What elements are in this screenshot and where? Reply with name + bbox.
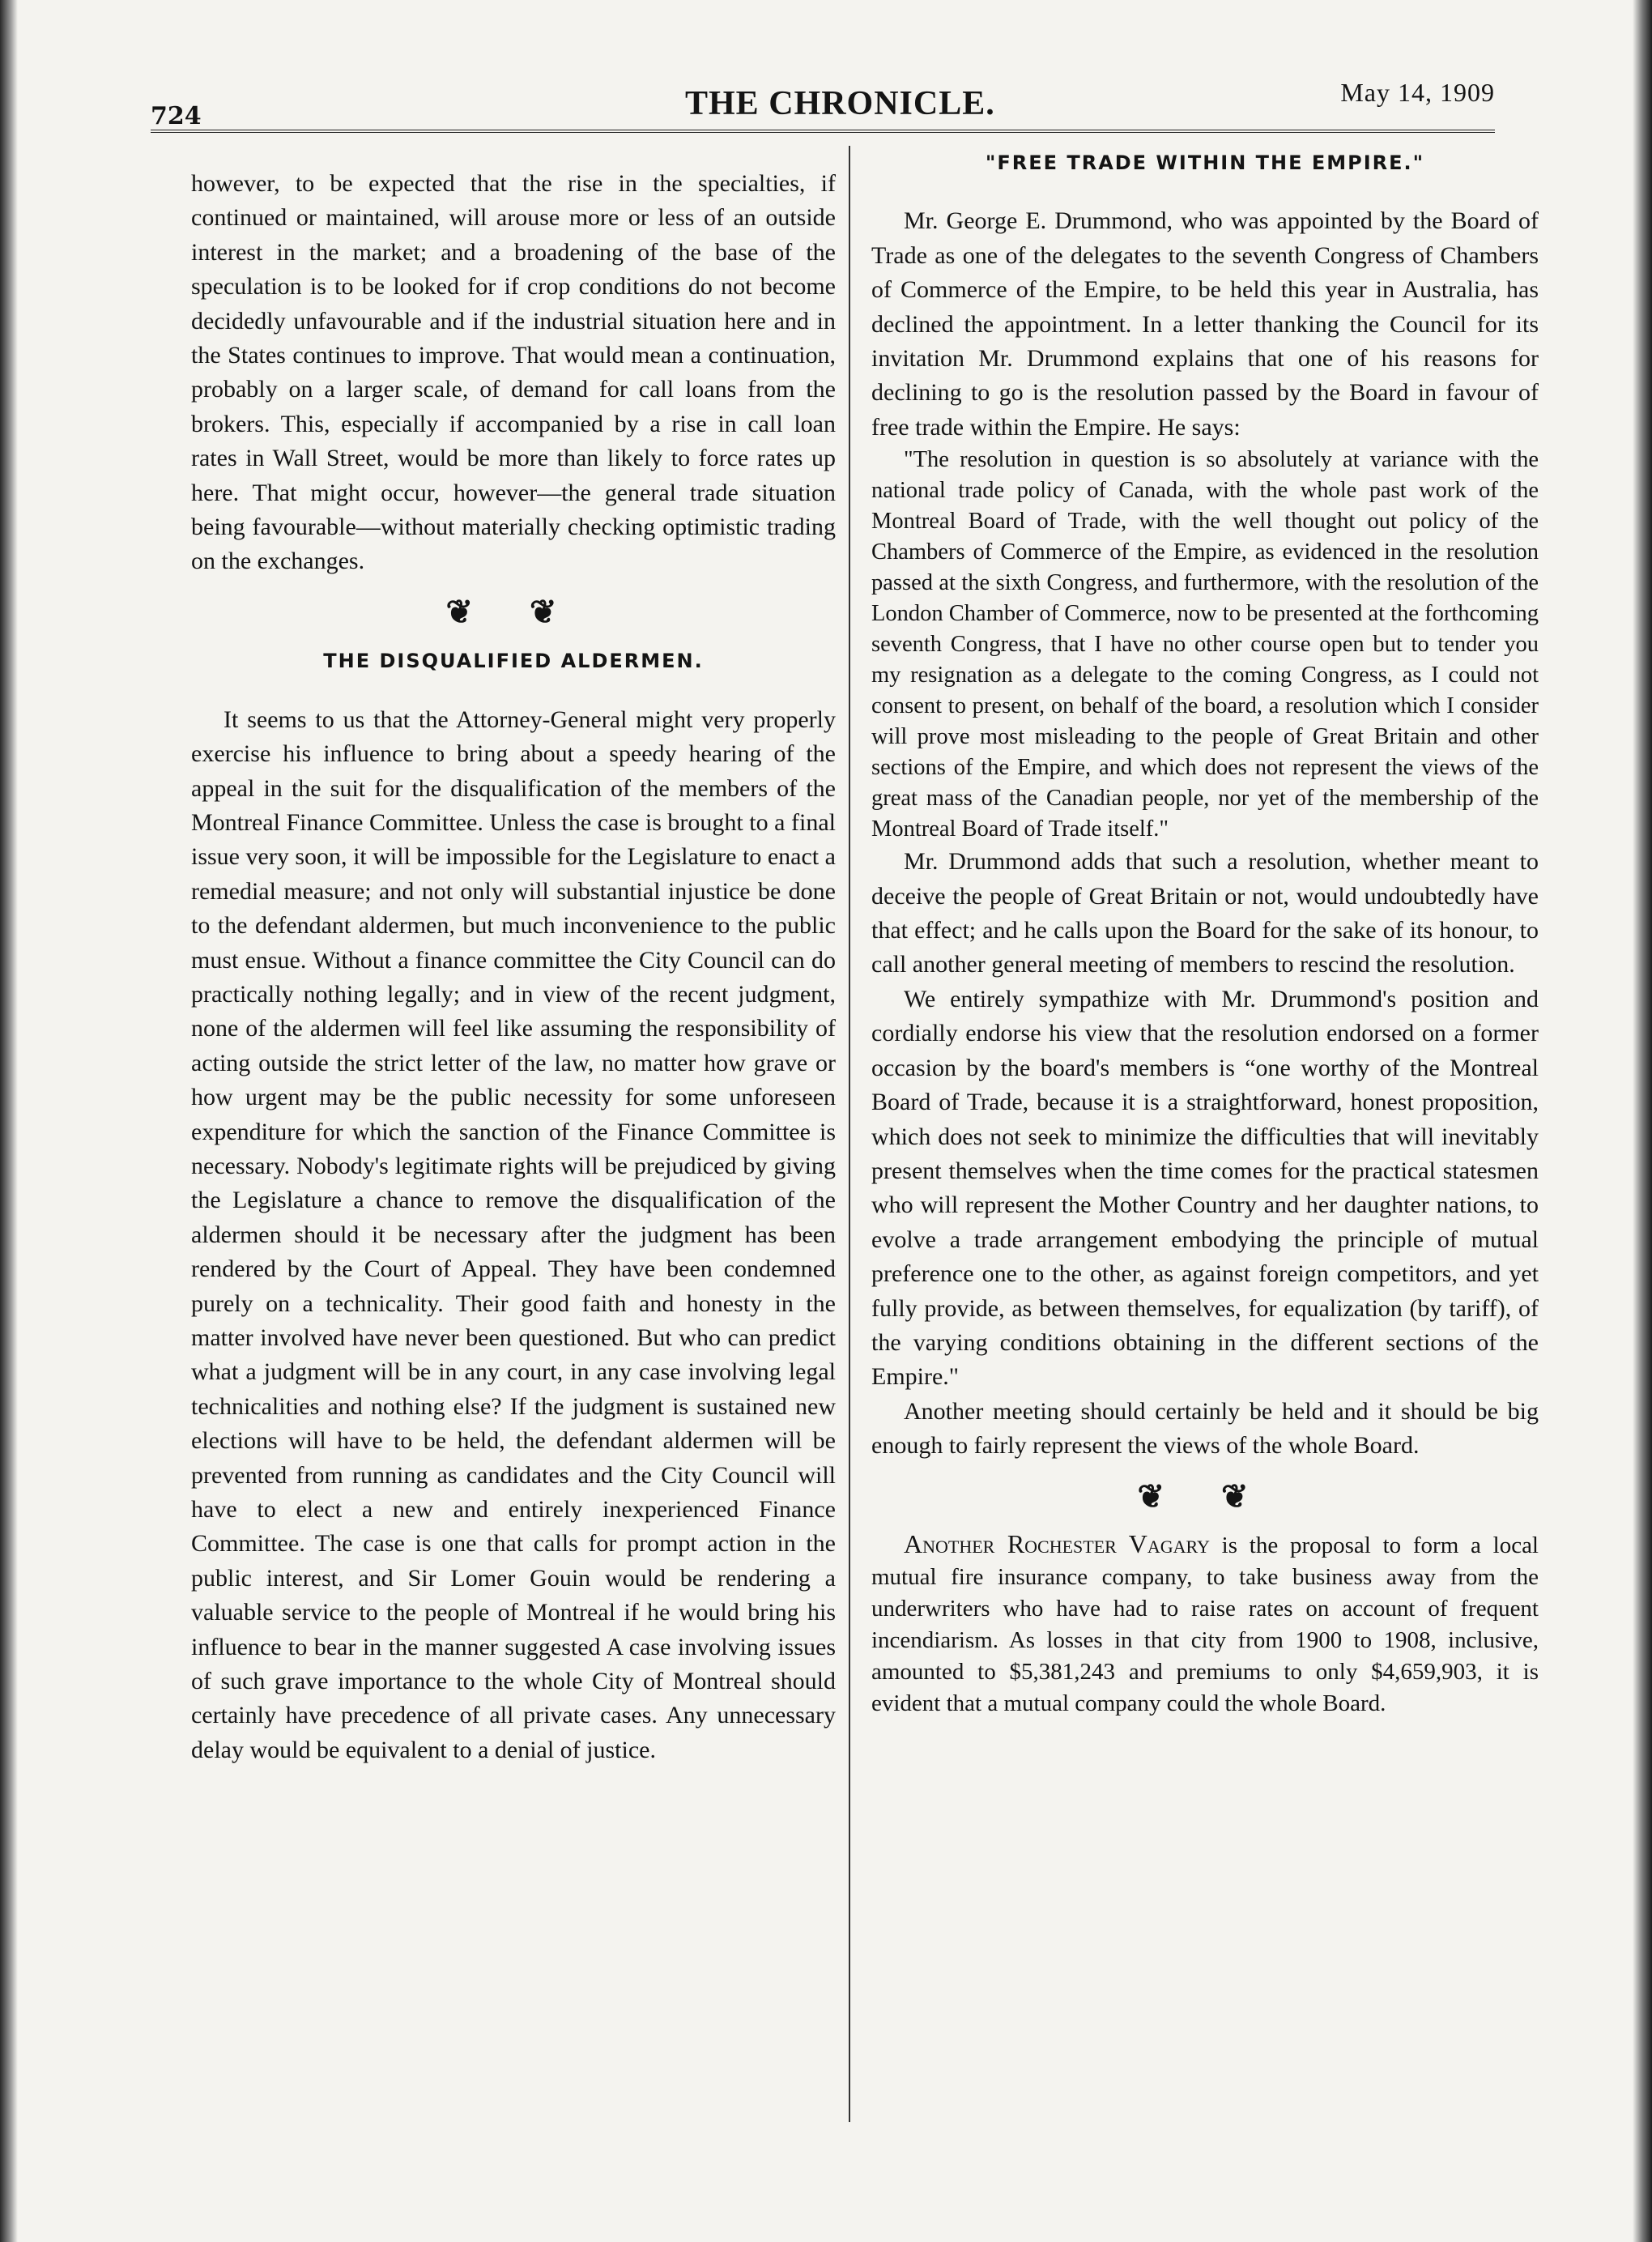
section-ornament-right: ❦ ❦ [1137, 1477, 1273, 1515]
page-header [151, 78, 1495, 134]
free-trade-paragraph-3: We entirely sympathize with Mr. Drummond's position and cordially endorse his view that the resolution endorsed on a former occasion by the board's members is “one worthy of the Montreal Board of Trade, because it is a straightforward, honest proposition, which does not seek to minimize the difficulties that will inevitably present themselves when the time comes for the practical statesmen who will represent the Mother Country and her daughter nations, to evolve a trade arrangement embodying the principle of mutual preference one to the other, as against foreign competitors, and yet fully provide, as between themselves, for equalization (by tariff), of the varying conditions obtaining in the different sections of the Empire." [871, 985, 1539, 1391]
rochester-body: is the proposal to form a local mutual fire insurance company, to take business away from the underwriters who have had to raise rates on account of frequent incendiarism. As losses in that city from 1900 to 1908, inclusive, amounted to $5,381,243 and premiums to only $4,659,903, it is evident that a mutual company could the whole Board. [871, 1532, 1539, 1716]
rochester-lead: Another Rochester Vagary [904, 1528, 1210, 1558]
section-title-free-trade: "FREE TRADE WITHIN THE EMPIRE." [985, 151, 1425, 174]
free-trade-paragraph-4: Another meeting should certainly be held and it should be big enough to fairly represent the views of the whole Board. [871, 1397, 1539, 1460]
binding-shadow-right [1633, 0, 1652, 2242]
binding-shadow-left [0, 0, 18, 2242]
aldermen-paragraph: It seems to us that the Attorney-General might very properly exercise his influence to bring about a speedy hearing of the appeal in the suit for the disqualification of the members of the Montreal Finance Committee. Unless the case is brought to a final issue very soon, it will be impossible for the Legislature to enact a remedial measure; and not only will substantial injustice be done to the defendant aldermen, but much inconvenience to the public must ensue. Without a finance committee the City Council can do practically nothing legally; and in view of the recent judgment, none of the aldermen will feel like assuming the responsibility of acting outside the strict letter of the law, no matter how grave or how urgent may be the public necessity for some unforeseen expenditure for which the sanction of the Finance Committee is necessary. Nobody's legitimate rights will be prejudiced by giving the Legislature a chance to remove the disqualification of the aldermen should it be necessary after the judgment has been rendered by the Court of Appeal. They have been condemned purely on a technicality. Their good faith and honesty in the matter involved have never been questioned. But who can predict what a judgment will be in any court, in any case involving legal technicalities and nothing else? If the judgment is sustained new elections will have to be held, the defendant aldermen will be prevented from running as candidates and the City Council will have to elect a new and entirely inexperienced Finance Committee. The case is one that calls for prompt action in the public interest, and Sir Lomer Gouin would be rendering a valuable service to the people of Montreal if he would bring his influence to bear in the manner suggested A case involving issues of such grave importance to the whole City of Montreal should certainly have precedence of all private cases. Any unnecessary delay would be equivalent to a denial of justice. [191, 705, 836, 1763]
issue-date: May 14, 1909 [1340, 78, 1495, 107]
right-column [871, 134, 1539, 1720]
column-divider [849, 146, 850, 2122]
free-trade-paragraph-2: Mr. Drummond adds that such a resolution, whether meant to deceive the people of Great Britain or not, would undoubtedly have that effect; and he calls upon the Board for the sake of its honour, to call another general meeting of members to rescind the resolution. [871, 848, 1539, 978]
free-trade-intro: Mr. George E. Drummond, who was appointed by the Board of Trade as one of the delegates to the seventh Congress of Chambers of Commerce of the Empire, to be held this year in Australia, has declined the appointment. In a letter thanking the Council for its invitation Mr. Drummond explains that one of his reasons for declining to go is the resolution passed by the Board in favour of free trade within the Empire. He says: [871, 207, 1539, 441]
rochester-paragraph [871, 1528, 1539, 1720]
drummond-quote: "The resolution in question is so absolutely at variance with the national trade policy of Canada, with the whole past work of the Montreal Board of Trade, with the well thought out policy of the Chambers of Commerce of the Empire, as evidenced in the resolution passed at the sixth Congress, and furthermore, with the resolution of the London Chamber of Commerce, now to be presented at the forthcoming seventh Congress, that I have no other course open but to tender you my resignation as a delegate to the coming Congress, as I could not consent to present, on behalf of the board, a resolution which I consider will prove most misleading to the people of Great Britain and other sections of the Empire, and which does not represent the views of the great mass of the Canadian people, nor yet of the membership of the Montreal Board of Trade itself." [871, 447, 1539, 842]
header-rule [151, 130, 1495, 133]
continuation-paragraph: however, to be expected that the rise in the specialties, if continued or maintained, will arouse more or less of an outside interest in the market; and a broadening of the base of the speculation is to be looked for if crop conditions do not become decidedly unfavourable and if the industrial situation here and in the States continues to improve. That would mean a continuation, probably on a larger scale, of demand for call loans from the brokers. This, especially if accompanied by a rise in call loan rates in Wall Street, would be more than likely to force rates up here. That might occur, however—the general trade situation being favourable—without materially checking optimistic trading on the exchanges. [191, 170, 836, 575]
page-number: 724 [151, 102, 202, 130]
section-title-disqualified-aldermen: THE DISQUALIFIED ALDERMEN. [323, 650, 704, 673]
journal-title: THE CHRONICLE. [685, 85, 995, 122]
left-column [191, 167, 836, 1767]
section-ornament: ❦ ❦ [445, 593, 581, 630]
